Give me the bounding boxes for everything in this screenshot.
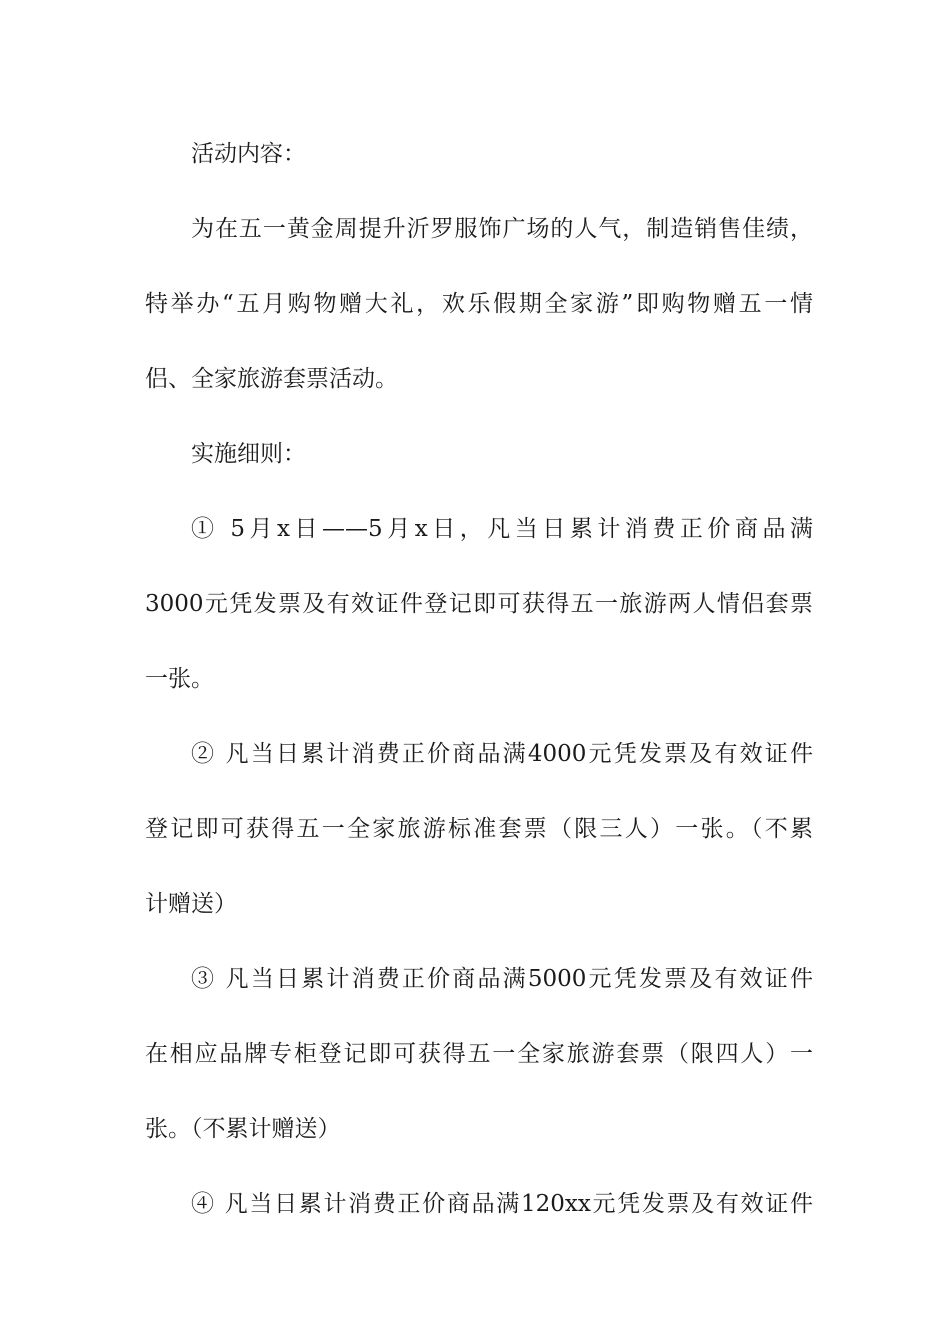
rule-item-2 [145,724,813,949]
rule-item-1 [145,499,813,724]
paragraph-line: 为在五一黄金周提升沂罗服饰广场的人气，制造销售佳绩， [191,216,813,242]
paragraph-line: 特举办“五月购物赠大礼，欢乐假期全家游”即购物赠五一情 [145,291,813,317]
rule-item-4 [145,1174,813,1249]
paragraph-line: ② 凡当日累计消费正价商品满4000元凭发票及有效证件 [191,741,813,767]
document-body [145,124,813,1249]
paragraph-line: ① 5月x日——5月x日，凡当日累计消费正价商品满 [191,516,813,542]
paragraph-intro [145,199,813,424]
paragraph-line: ③ 凡当日累计消费正价商品满5000元凭发票及有效证件 [191,966,813,992]
rule-item-3 [145,949,813,1174]
heading-implementation-rules: 实施细则： [191,441,306,467]
paragraph-line: 登记即可获得五一全家旅游标准套票（限三人）一张。（不累 [145,816,813,842]
paragraph-line: 张。（不累计赠送） [145,1116,341,1142]
paragraph-line: 在相应品牌专柜登记即可获得五一全家旅游套票（限四人）一 [145,1041,813,1067]
heading-activity-content: 活动内容： [191,141,306,167]
paragraph-line: 一张。 [145,666,214,692]
paragraph-line: 计赠送） [145,891,237,917]
paragraph-line: 侣、全家旅游套票活动。 [145,366,398,392]
paragraph-line: 3000元凭发票及有效证件登记即可获得五一旅游两人情侣套票 [145,591,813,617]
paragraph-line: ④ 凡当日累计消费正价商品满120xx元凭发票及有效证件 [191,1191,813,1217]
